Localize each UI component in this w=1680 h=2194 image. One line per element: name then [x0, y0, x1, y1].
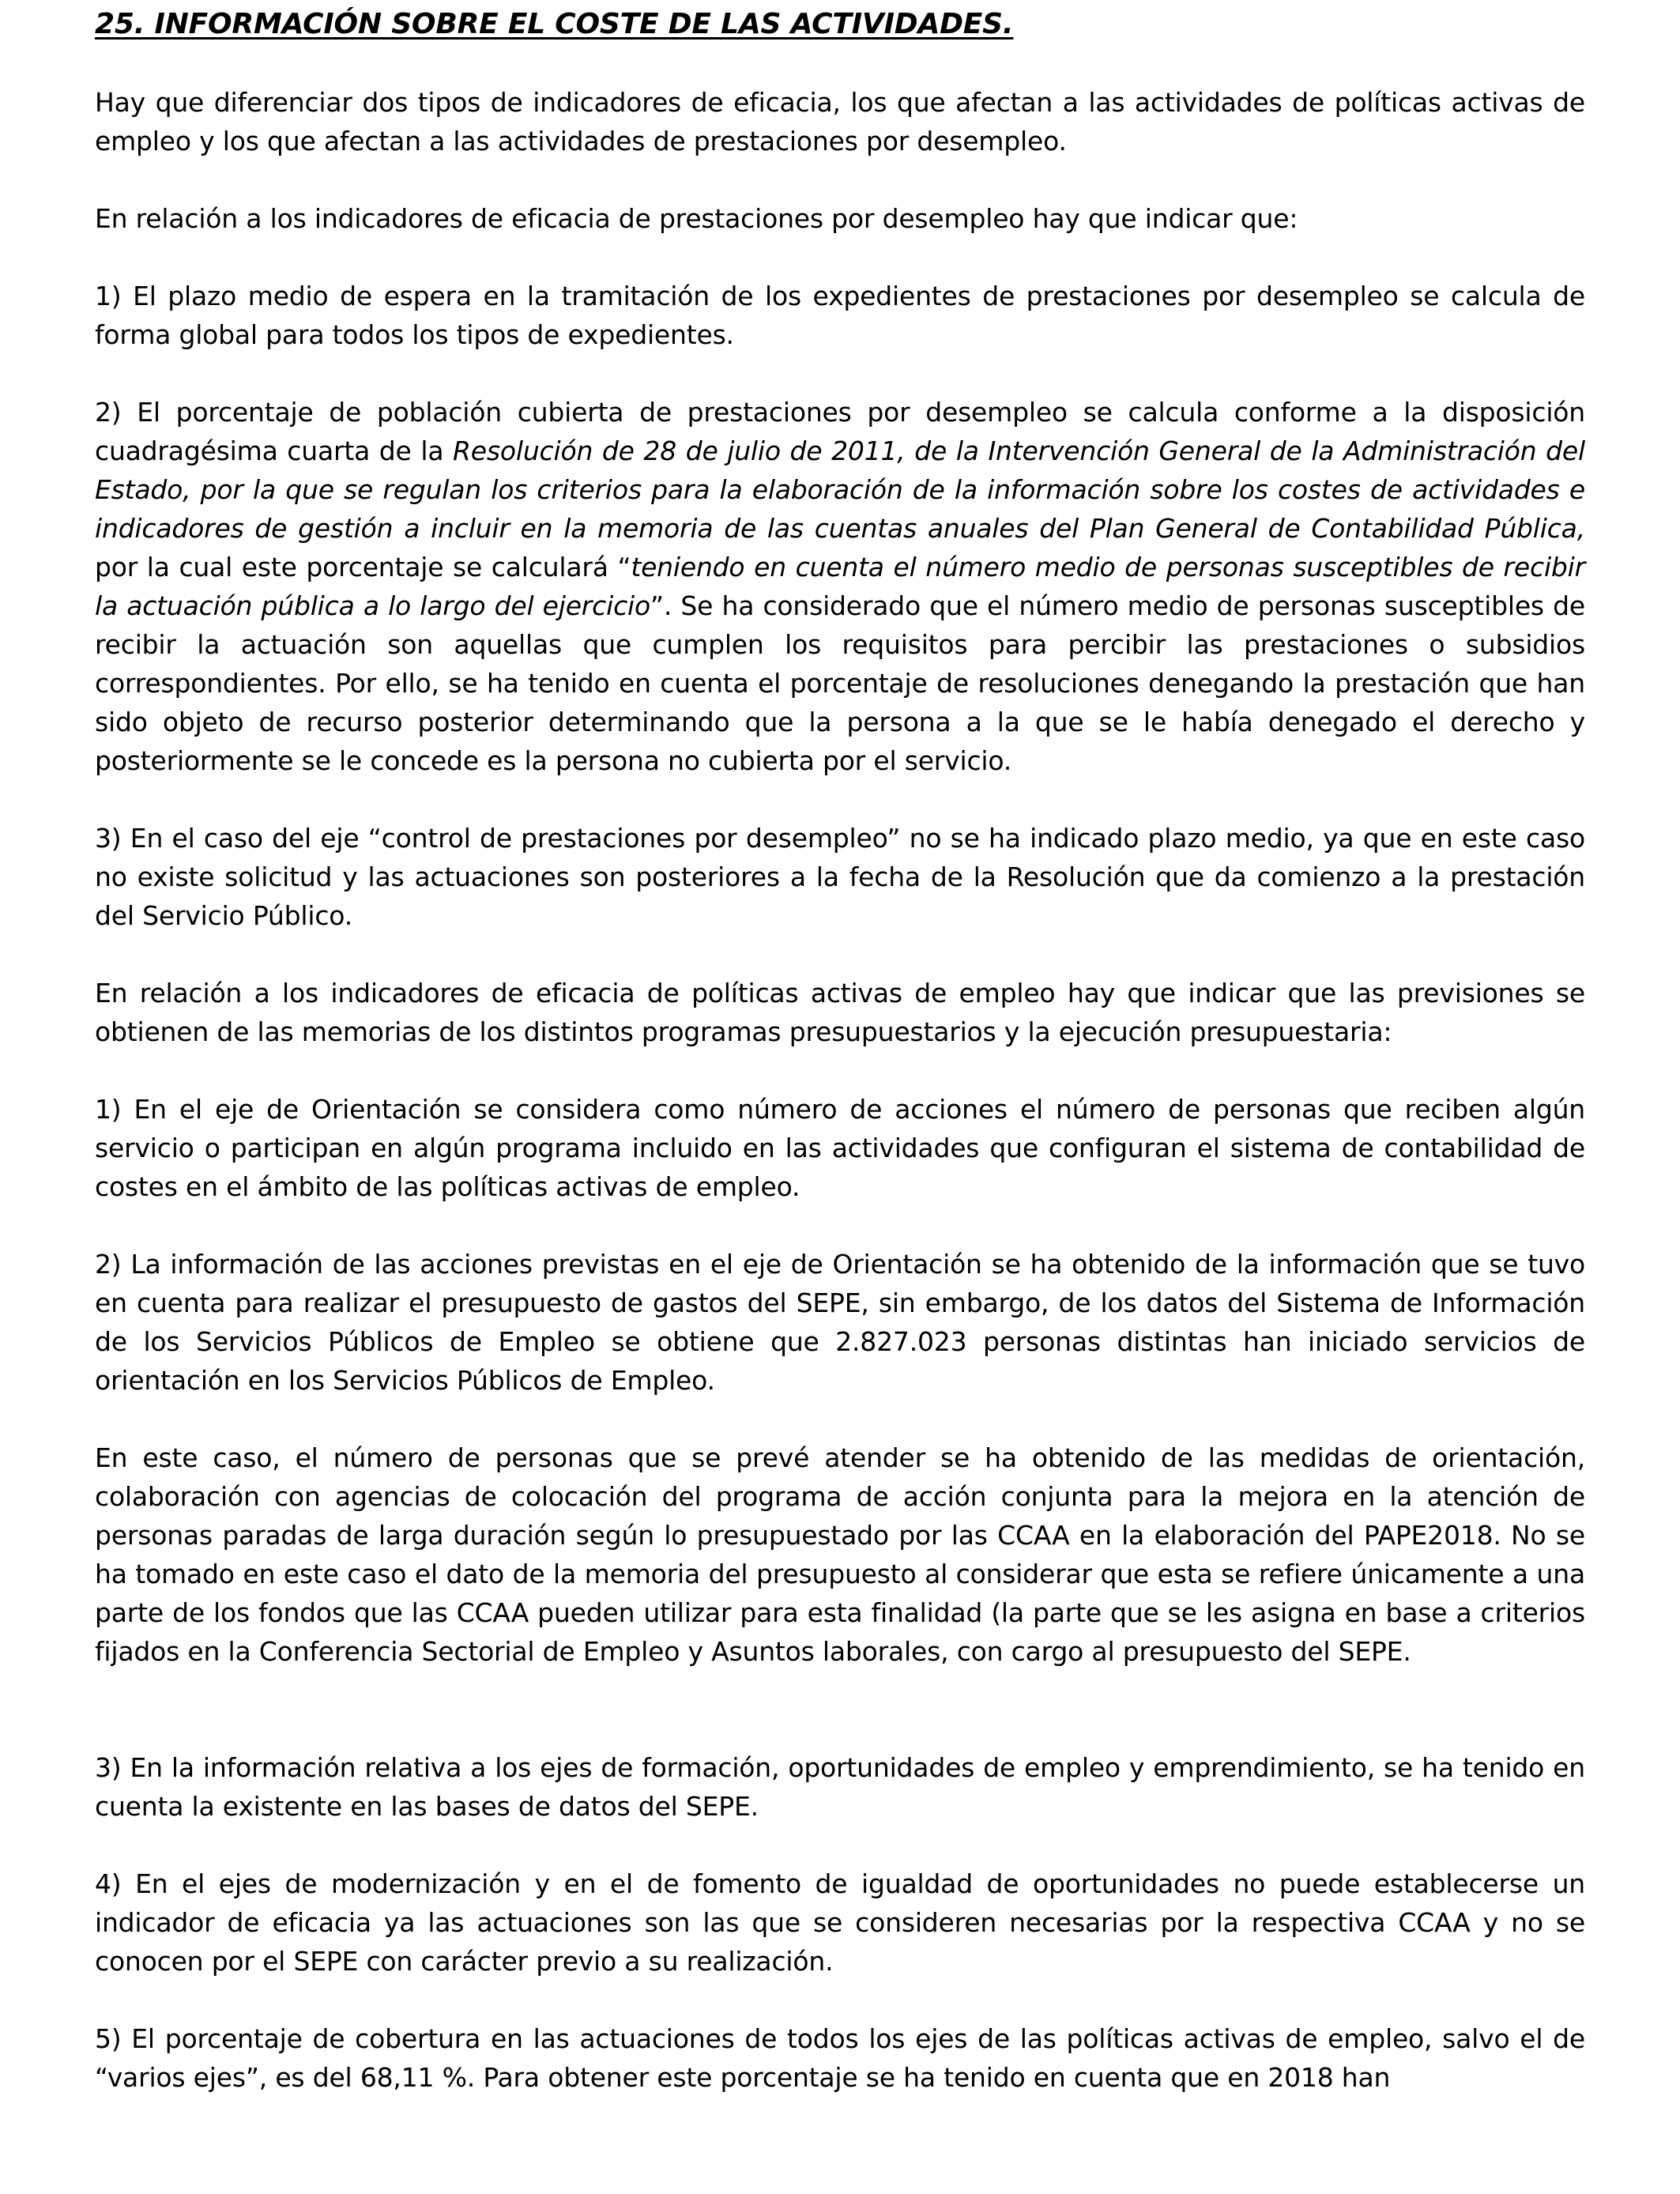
politicas-item-3: 3) En la información relativa a los ejes de formación, oportunidades de empleo y emprendimiento, se ha tenido en cuenta la existente en las bases de datos del SEPE.: [95, 1752, 1585, 1822]
prestaciones-intro-paragraph: En relación a los indicadores de eficacia de prestaciones por desempleo hay que indicar que:: [95, 203, 1298, 234]
politicas-item-1: 1) En el eje de Orientación se considera como número de acciones el número de personas que reciben algún servicio o participan en algún programa incluido en las actividades que configuran el sistema de contabilidad de costes en el ámbito de las políticas activas de empleo.: [95, 1094, 1585, 1202]
prestaciones-item-2-text-3: ”. Se ha considerado que el número medio de personas susceptibles de recibir la actuación son aquellas que cumplen los requisitos para percibir las prestaciones o subsidios correspondientes. Por ello, se ha tenido en cuenta el porcentaje de resoluciones denegando la prestación que han sido objeto de recurso posterior determinando que la persona a la que se le había denegado el derecho y posteriormente se le concede es la persona no cubierta por el servicio.: [95, 590, 1585, 776]
politicas-item-2-detail: En este caso, el número de personas que se prevé atender se ha obtenido de las medidas de orientación, colaboración con agencias de colocación del programa de acción conjunta para la mejora en la atención de personas paradas de larga duración según lo presupuestado por las CCAA en la elaboración del PAPE2018. No se ha tomado en este caso el dato de la memoria del presupuesto al considerar que esta se refiere únicamente a una parte de los fondos que las CCAA pueden utilizar para esta finalidad (la parte que se les asigna en base a criterios fijados en la Conferencia Sectorial de Empleo y Asuntos laborales, con cargo al presupuesto del SEPE.: [95, 1442, 1585, 1667]
resolution-citation: Resolución de 28 de julio de 2011, de la Intervención General de la Administración del Estado, por la que se regulan los criterios para la elaboración de la información sobre los costes de actividades e indicadores de gestión a incluir en la memoria de las cuentas anuales del Plan General de Contabilidad Pública,: [95, 435, 1585, 544]
document-page: [95, 0, 1585, 2097]
prestaciones-item-2: [95, 393, 1585, 780]
politicas-item-2: 2) La información de las acciones previstas en el eje de Orientación se ha obtenido de la información que se tuvo en cuenta para realizar el presupuesto de gastos del SEPE, sin embargo, de los datos del Sistema de Información de los Servicios Públicos de Empleo se obtiene que 2.827.023 personas distintas han iniciado servicios de orientación en los Servicios Públicos de Empleo.: [95, 1249, 1585, 1396]
intro-paragraph: Hay que diferenciar dos tipos de indicadores de eficacia, los que afectan a las actividades de políticas activas de empleo y los que afectan a las actividades de prestaciones por desempleo.: [95, 87, 1585, 156]
prestaciones-item-1: 1) El plazo medio de espera en la tramitación de los expedientes de prestaciones por desempleo se calcula de forma global para todos los tipos de expedientes.: [95, 281, 1585, 350]
resolution-quote: teniendo en cuenta el número medio de personas susceptibles de recibir la actuación pública a lo largo del ejercicio: [95, 552, 1585, 621]
politicas-item-4: 4) En el ejes de modernización y en el de fomento de igualdad de oportunidades no puede establecerse un indicador de eficacia ya las actuaciones son las que se consideren necesarias por la respectiva CCAA y no se conocen por el SEPE con carácter previo a su realización.: [95, 1868, 1585, 1977]
politicas-intro-paragraph: En relación a los indicadores de eficacia de políticas activas de empleo hay que indicar que las previsiones se obtienen de las memorias de los distintos programas presupuestarios y la ejecución presupuestaria:: [95, 978, 1585, 1047]
prestaciones-item-3: 3) En el caso del eje “control de prestaciones por desempleo” no se ha indicado plazo medio, ya que en este caso no existe solicitud y las actuaciones son posteriores a la fecha de la Resolución que da comienzo a la prestación del Servicio Público.: [95, 823, 1585, 931]
prestaciones-item-2-text-1: 2) El porcentaje de población cubierta de prestaciones por desempleo se calcula conforme a la disposición cuadragésima cuarta de la: [95, 397, 1585, 466]
section-heading: 25. INFORMACIÓN SOBRE EL COSTE DE LAS ACTIVIDADES.: [95, 8, 1014, 40]
politicas-item-5: 5) El porcentaje de cobertura en las actuaciones de todos los ejes de las políticas activas de empleo, salvo el de “varios ejes”, es del 68,11 %. Para obtener este porcentaje se ha tenido en cuenta que en 2018 han: [95, 2023, 1585, 2093]
prestaciones-item-2-text-2: por la cual este porcentaje se calculará “: [95, 552, 631, 582]
